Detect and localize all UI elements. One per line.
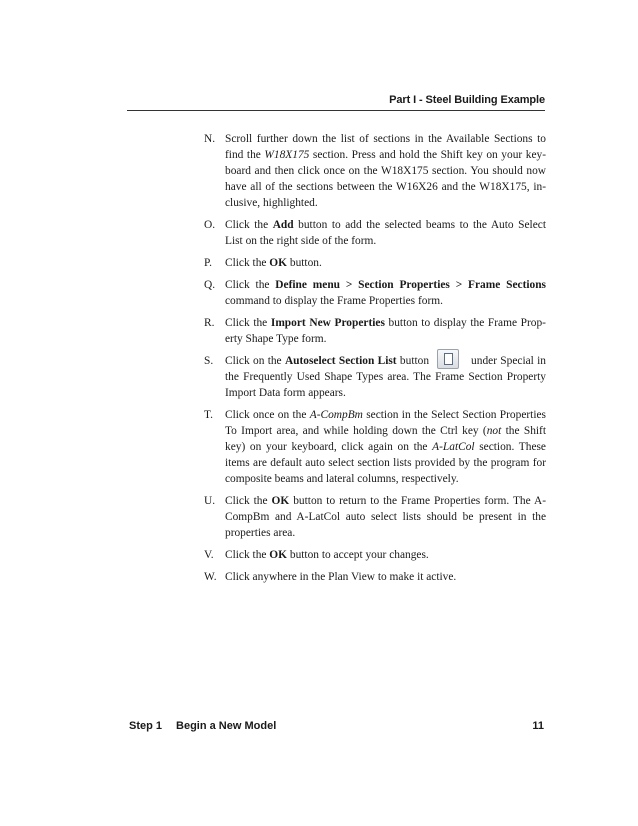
step-text-run: button.: [287, 257, 322, 269]
step-text-run: section. These items are default auto select section lists provided by the program for composite beams and lateral columns, respectively.: [225, 441, 546, 486]
step-text: [225, 255, 546, 271]
step-text-run: button to return to the Frame Properties form. The A-CompBm and A-LatCol auto select lists should be present in the properties area.: [225, 495, 546, 540]
step-text-italic: W18X175: [264, 149, 310, 161]
step-text-run: Click the: [225, 549, 270, 562]
step-item: [204, 217, 546, 249]
step-text-run: Click the: [225, 257, 270, 269]
step-item: [204, 131, 546, 211]
step-item: [204, 493, 546, 541]
step-letter: O.: [204, 219, 216, 231]
step-item: [204, 353, 546, 401]
step-text: [225, 407, 546, 487]
step-text-run: Click on the: [225, 355, 285, 367]
step-item: [204, 407, 546, 487]
step-letter: N.: [204, 133, 216, 145]
step-text: [225, 353, 546, 401]
step-letter: R.: [204, 317, 215, 329]
step-list: [204, 131, 546, 591]
step-letter: U.: [204, 495, 216, 508]
step-letter: Q.: [204, 279, 216, 291]
step-item: [204, 315, 546, 347]
autoselect-section-list-icon: [437, 349, 459, 369]
step-text: [225, 547, 546, 563]
step-text-run: button to add the selected beams to the Auto Select List on the right side of the form.: [225, 219, 546, 247]
step-text-run: Click anywhere in the Plan View to make it active.: [225, 571, 457, 584]
step-letter: V.: [204, 549, 214, 562]
step-text: [225, 217, 546, 249]
step-text-run: Scroll further down the list of sections in the Available Sections to find the: [225, 133, 546, 161]
step-letter: W.: [204, 571, 217, 584]
footer-chapter-title: Begin a New Model: [176, 720, 277, 732]
step-text-run: Click the: [225, 495, 272, 508]
step-text-italic: A-LatCol: [432, 441, 475, 454]
step-text-run: command to display the Frame Properties form.: [225, 295, 443, 307]
step-text: [225, 315, 546, 347]
step-text-italic: not: [486, 425, 502, 438]
running-header: Part I - Steel Building Example: [389, 94, 545, 106]
step-text-bold: OK: [271, 495, 290, 508]
step-letter: P.: [204, 257, 212, 269]
step-text-bold: Define menu > Section Properties > Frame Sections: [275, 279, 546, 291]
step-text: [225, 569, 546, 585]
step-text-run: Click the: [225, 317, 271, 329]
step-text-bold: OK: [269, 257, 288, 269]
step-text-run: under Special in the Frequently Used Shape Types area. The Frame Section Property Import Data form appears.: [225, 355, 546, 400]
step-item: [204, 255, 546, 271]
step-letter: T.: [204, 409, 213, 422]
step-text-bold: Autoselect Section List: [284, 355, 397, 367]
step-text-bold: Add: [272, 219, 294, 231]
step-text-bold: OK: [269, 549, 288, 562]
step-text-run: Click once on the: [225, 409, 310, 422]
step-text: [225, 131, 546, 211]
step-text-run: the Shift key) on your keyboard, click again on the: [225, 425, 547, 454]
step-text: [225, 277, 546, 309]
step-text: [225, 493, 546, 541]
step-item: [204, 547, 546, 563]
step-text-run: button to display the Frame Prop-erty Shape Type form.: [225, 317, 546, 345]
step-letter: S.: [204, 355, 214, 367]
step-text-run: button: [396, 355, 430, 367]
step-item: [204, 569, 546, 585]
step-item: [204, 277, 546, 309]
step-text-run: section in the Select Section Properties To Import area, and while holding down the Ctrl key (: [225, 409, 546, 438]
step-text-bold: Import New Properties: [270, 317, 385, 329]
page-number: 11: [532, 720, 544, 732]
header-rule: [127, 110, 545, 111]
step-text-run: Click the: [225, 279, 276, 291]
step-text-run: section. Press and hold the Shift key on your key-board and then click once on the W18X175 section. You should now have all of the sections between the W16X26 and the W18X175, in-clusive, highlighted.: [225, 149, 546, 209]
step-text-italic: A-CompBm: [309, 409, 363, 422]
step-text-run: button to accept your changes.: [287, 549, 429, 562]
footer-chapter: [129, 720, 276, 732]
footer-step-label: Step 1: [129, 720, 163, 732]
step-text-run: Click the: [225, 219, 273, 231]
